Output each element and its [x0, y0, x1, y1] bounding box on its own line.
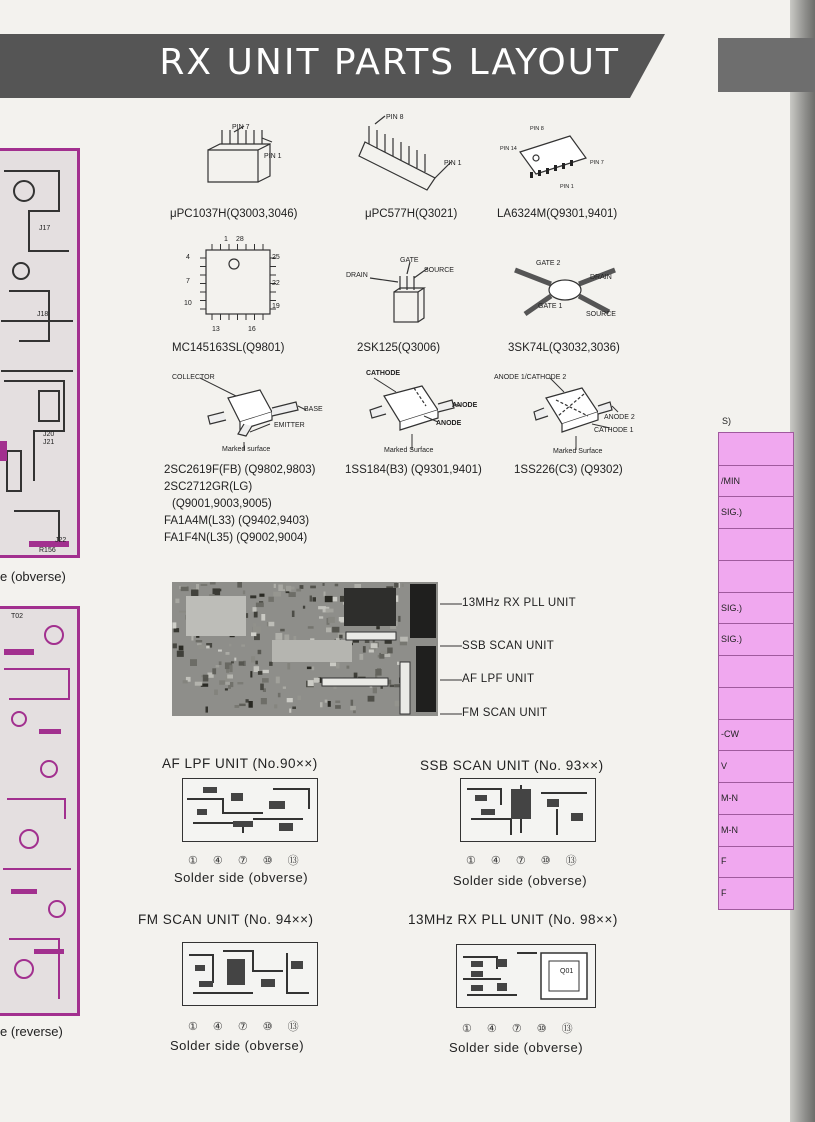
label-j20: J20: [43, 431, 55, 438]
2sk125-gate: GATE: [400, 257, 419, 264]
la6324m-caption: LA6324M(Q9301,9401): [497, 208, 618, 220]
label-t02: T02: [11, 613, 24, 620]
3sk74l-drain: DRAIN: [590, 274, 612, 281]
ssb-scan-solder-caption: Solder side (obverse): [453, 873, 588, 888]
table-row: [719, 750, 793, 783]
upc577h-caption: μPC577H(Q3021): [365, 208, 458, 220]
callout-13mhz-rx-pll: 13MHz RX PLL UNIT: [462, 597, 576, 609]
rx-pll-title: 13MHz RX PLL UNIT (No. 98××): [408, 912, 618, 927]
3sk74l-gate1: GATE 1: [538, 303, 563, 310]
table-cell: F: [721, 856, 727, 867]
2sc2619f-surface: Marked surface: [222, 446, 271, 453]
label-j18: J18: [37, 311, 49, 318]
section-tab: [718, 38, 815, 92]
callout-fm-scan: FM SCAN UNIT: [462, 707, 548, 719]
rx-pll-solder-caption: Solder side (obverse): [449, 1040, 584, 1055]
upc577h-pin1: PIN 1: [444, 160, 462, 167]
2sc2619f-base: BASE: [304, 406, 323, 413]
table-row: [719, 465, 793, 498]
mc145163sl-caption: MC145163SL(Q9801): [172, 342, 285, 354]
fm-scan-solder-caption: Solder side (obverse): [170, 1038, 305, 1053]
callout-af-lpf: AF LPF UNIT: [462, 673, 535, 685]
table-row: [719, 528, 793, 561]
upc577h-drawing: [355, 112, 465, 202]
2sk125-source: SOURCE: [424, 267, 454, 274]
1ss184-anode-b: ANODE: [436, 420, 462, 427]
1ss226-surface: Marked Surface: [553, 448, 603, 455]
mc145163sl-pin28: 28: [236, 236, 244, 243]
la6324m-pin1: PIN 1: [560, 184, 574, 190]
rx-board-reverse: [0, 606, 80, 1016]
rx-pll-pins: ① ④ ⑦ ⑩ ⑬: [462, 1023, 573, 1035]
fm-scan-title: FM SCAN UNIT (No. 94××): [138, 912, 314, 927]
2sc2619f-emitter: EMITTER: [274, 422, 305, 429]
3sk74l-caption: 3SK74L(Q3032,3036): [508, 342, 620, 354]
2sc2619f-collector: COLLECTOR: [172, 374, 215, 381]
obverse-caption-prefix: e: [0, 569, 8, 584]
la6324m-pin14: PIN 14: [500, 146, 517, 152]
la6324m-pin7: PIN 7: [590, 160, 604, 166]
la6324m-pin8: PIN 8: [530, 126, 544, 132]
table-cell: F: [721, 888, 727, 899]
board-obverse-traces: [0, 151, 77, 555]
1ss226-drawing: [530, 372, 650, 452]
table-row: [719, 719, 793, 752]
rx-unit-photo: [172, 582, 442, 720]
af-lpf-board: [182, 778, 318, 842]
label-j21: J21: [43, 439, 55, 446]
table-row: [719, 782, 793, 815]
table-cell: SIG.): [721, 507, 743, 518]
2sk125-caption: 2SK125(Q3006): [357, 342, 441, 354]
mc145163sl-pin25: 25: [272, 254, 280, 261]
2sc2619f-caption-1: 2SC2619F(FB) (Q9802,9803): [164, 464, 316, 476]
mc145163sl-pin10: 10: [184, 300, 192, 307]
table-row: [719, 592, 793, 625]
1ss184-surface: Marked Surface: [384, 447, 434, 454]
reverse-caption-prefix: e: [0, 1024, 8, 1039]
table-cell: SIG.): [721, 634, 743, 645]
label-r156: R156: [39, 547, 56, 554]
obverse-caption: [0, 569, 66, 584]
rx-pll-board: [456, 944, 596, 1008]
table-row: [719, 496, 793, 529]
2sc2619f-caption-2: 2SC2712GR(LG): [164, 481, 253, 493]
table-row: [719, 623, 793, 656]
fm-scan-pins: ① ④ ⑦ ⑩ ⑬: [188, 1021, 299, 1033]
1ss226-anode2: ANODE 2: [604, 414, 635, 421]
ssb-scan-pins: ① ④ ⑦ ⑩ ⑬: [466, 855, 577, 867]
table-cell: M-N: [721, 792, 738, 803]
rx-board-obverse: [0, 148, 80, 558]
fm-scan-board: [182, 942, 318, 1006]
1ss226-caption: 1SS226(C3) (Q9302): [514, 464, 623, 476]
2sc2619f-caption-5: FA1F4N(L35) (Q9002,9004): [164, 532, 308, 544]
table-cell: V: [721, 761, 728, 772]
mc145163sl-pin19: 19: [272, 303, 280, 310]
table-cell: SIG.): [721, 602, 743, 613]
label-j22: J22: [55, 537, 67, 544]
reverse-caption: [0, 1024, 63, 1039]
table-row: [719, 814, 793, 847]
mc145163sl-pin16: 16: [248, 326, 256, 333]
rx-pll-chip-label: Q01: [560, 968, 574, 975]
1ss184-anode-a: ANODE: [452, 402, 478, 409]
3sk74l-gate2: GATE 2: [536, 260, 561, 267]
1ss184-cathode: CATHODE: [366, 370, 401, 377]
upc1037h-pin1: PIN 1: [264, 153, 282, 160]
table-cell: -CW: [721, 729, 739, 740]
ssb-scan-title: SSB SCAN UNIT (No. 93××): [420, 758, 604, 773]
1ss184-caption: 1SS184(B3) (Q9301,9401): [345, 464, 482, 476]
table-row: [719, 846, 793, 879]
table-cell: /MIN: [721, 475, 740, 486]
table-row: [719, 687, 793, 720]
signal-table: [718, 432, 794, 910]
2sk125-drain: DRAIN: [346, 272, 368, 279]
table-row: [719, 560, 793, 593]
page-title: RX UNIT PARTS LAYOUT: [159, 42, 620, 83]
upc1037h-caption: μPC1037H(Q3003,3046): [170, 208, 298, 220]
mc145163sl-pin22: 22: [272, 280, 280, 287]
table-row: [719, 433, 793, 465]
upc577h-pin8: PIN 8: [386, 114, 404, 121]
obverse-caption-text: (obverse): [10, 569, 66, 584]
1ss226-cathode1: CATHODE 1: [594, 427, 634, 434]
ssb-scan-board: [460, 778, 596, 842]
table-cell: M-N: [721, 824, 738, 835]
mc145163sl-pin4: 4: [186, 254, 190, 261]
mc145163sl-pin1: 1: [224, 236, 228, 243]
photo-callout-lines: [440, 592, 466, 722]
2sc2619f-caption-4: FA1A4M(L33) (Q9402,9403): [164, 515, 310, 527]
af-lpf-solder-caption: Solder side (obverse): [174, 870, 309, 885]
reverse-caption-text: (reverse): [10, 1024, 63, 1039]
label-j17: J17: [39, 225, 51, 232]
mc145163sl-pin13: 13: [212, 326, 220, 333]
1ss226-top-label: ANODE 1/CATHODE 2: [494, 374, 567, 381]
board-reverse-traces: [0, 609, 77, 1013]
table-header-fragment: S): [722, 416, 731, 426]
la6324m-drawing: [500, 128, 610, 190]
af-lpf-title: AF LPF UNIT (No.90××): [162, 756, 318, 771]
mc145163sl-pin7: 7: [186, 278, 190, 285]
1ss184-drawing: [366, 372, 486, 452]
table-row: [719, 877, 793, 910]
callout-ssb-scan: SSB SCAN UNIT: [462, 640, 555, 652]
af-lpf-pins: ① ④ ⑦ ⑩ ⑬: [188, 855, 299, 867]
table-row: [719, 655, 793, 688]
2sc2619f-caption-3: (Q9001,9003,9005): [172, 498, 272, 510]
3sk74l-source: SOURCE: [586, 311, 616, 318]
upc1037h-pin7: PIN 7: [232, 124, 250, 131]
